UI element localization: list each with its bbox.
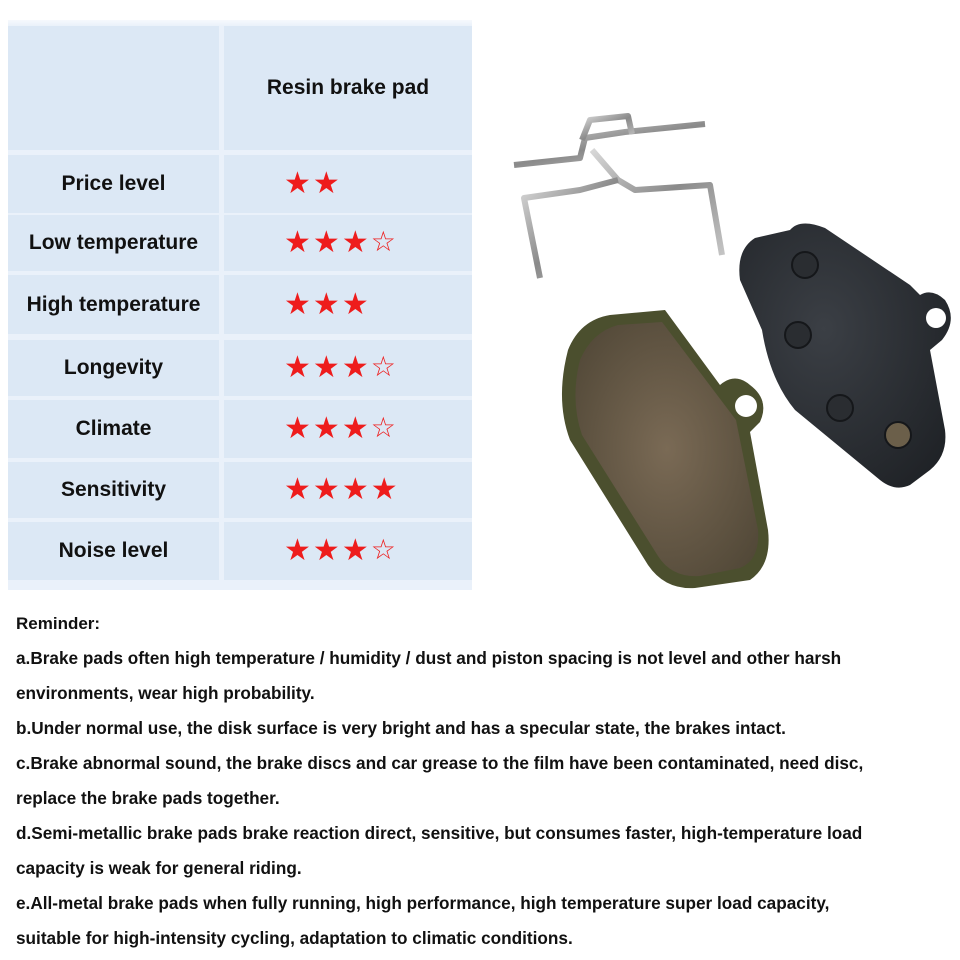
row-label: Price level [8,155,219,213]
star-empty-icon: ☆ [370,534,396,565]
star-full-icon: ★ [284,473,311,506]
star-full-icon: ★ [341,412,369,445]
reminder-line: d.Semi-metallic brake pads brake reaction direct, sensitive, but consumes faster, high-temperature load [16,823,863,843]
star-full-icon: ★ [370,473,398,506]
star-full-icon: ★ [341,287,369,321]
row-label: Noise level [8,522,219,580]
row-rating [224,275,472,334]
row-rating [224,522,472,580]
reminder-line: replace the brake pads together. [16,788,280,808]
star-full-icon: ★ [341,351,369,384]
star-full-icon: ★ [284,351,311,384]
star-empty-icon: ☆ [370,412,396,443]
reminder-line: capacity is weak for general riding. [16,858,302,878]
star-full-icon: ★ [341,473,369,506]
star-full-icon: ★ [312,351,340,384]
star-rating [284,228,396,258]
row-label: Sensitivity [8,462,219,518]
star-empty-icon: ☆ [370,226,396,257]
row-rating [224,462,472,518]
star-rating [284,475,398,505]
star-full-icon: ★ [312,534,340,567]
reminder-line: environments, wear high probability. [16,683,315,703]
dark-brake-pad [739,223,951,487]
star-full-icon: ★ [312,473,340,506]
row-rating [224,340,472,396]
star-full-icon: ★ [341,226,369,259]
brake-pads-image [500,110,960,600]
header-resin-brake-pad: Resin brake pad [224,26,472,150]
resin-brake-pad [562,310,769,588]
star-rating [284,536,396,566]
star-full-icon: ★ [284,412,311,445]
spring-clip [514,116,722,278]
star-empty-icon: ☆ [370,351,396,382]
star-rating [284,287,369,321]
reminder-line: c.Brake abnormal sound, the brake discs and car grease to the film have been contaminated, need disc, [16,753,864,773]
star-full-icon: ★ [312,287,340,321]
reminder-line: b.Under normal use, the disk surface is very bright and has a specular state, the brakes intact. [16,718,786,738]
star-full-icon: ★ [284,226,311,259]
star-full-icon: ★ [284,287,311,321]
reminder-line: a.Brake pads often high temperature / humidity / dust and piston spacing is not level and other harsh [16,648,842,668]
reminder-line: e.All-metal brake pads when fully running, high performance, high temperature super load capacity, [16,893,830,913]
row-rating [224,400,472,458]
star-full-icon: ★ [312,226,340,259]
rating-grid [8,20,472,590]
row-rating [224,155,472,213]
star-full-icon: ★ [284,167,311,200]
reminder-lines [16,641,956,956]
star-rating [284,414,396,444]
star-full-icon: ★ [312,167,340,200]
row-label: Climate [8,400,219,458]
header-empty-cell [8,26,219,150]
rating-table [8,20,472,590]
star-rating [284,169,340,199]
reminder-section [16,606,956,956]
row-label: High temperature [8,275,219,334]
row-label: Longevity [8,340,219,396]
star-rating [284,353,396,383]
star-full-icon: ★ [312,412,340,445]
reminder-line: suitable for high-intensity cycling, adaptation to climatic conditions. [16,928,573,948]
reminder-title: Reminder: [16,614,101,633]
row-rating [224,215,472,271]
star-full-icon: ★ [341,534,369,567]
row-label: Low temperature [8,215,219,271]
star-full-icon: ★ [284,534,311,567]
